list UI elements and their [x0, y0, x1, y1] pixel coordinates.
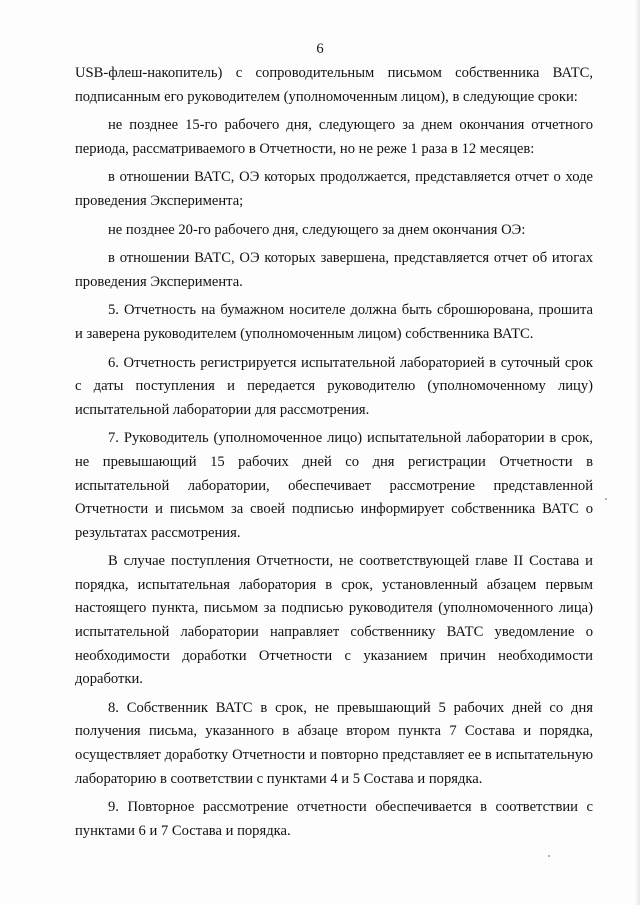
document-body — [75, 62, 593, 843]
paragraph-item-6: 6. Отчетность регистрируется испытательной лабораторией в суточный срок с даты поступления и передается руководителю (уполномоченному лицу) испытательной лаборатории для рассмотрения. — [75, 354, 593, 418]
paragraph-item-7: 7. Руководитель (уполномоченное лицо) испытательной лаборатории в срок, не превышающий 15 рабочих дней со дня регистрации Отчетности в испытательной лаборатории, обеспечивает рассмотрение представленной Отчетности и письмом за своей подписью информирует собственника ВАТС о результатах рассмотрения. — [75, 430, 593, 541]
scan-edge-shadow — [634, 0, 640, 905]
paragraph-deadline-15-days: не позднее 15-го рабочего дня, следующего за днем окончания отчетного периода, рассматриваемого в Отчетности, но не реже 1 раза в 12 месяцев: — [75, 117, 593, 157]
paragraph-item-8: 8. Собственник ВАТС в срок, не превышающий 5 рабочих дней со дня получения письма, указанного в абзаце втором пункта 7 Состава и порядка, осуществляет доработку Отчетности и повторно представляет ее в испытательную лабораторию в соответствии с пунктами 4 и 5 Состава и порядка. — [75, 699, 593, 787]
scan-speck — [548, 855, 550, 857]
paragraph-final-report: в отношении ВАТС, ОЭ которых завершена, представляется отчет об итогах проведения Эксперимента. — [75, 250, 593, 290]
paragraph-item-9: 9. Повторное рассмотрение отчетности обеспечивается в соответствии с пунктами 6 и 7 Состава и порядка. — [75, 799, 593, 839]
paragraph-item-5: 5. Отчетность на бумажном носителе должна быть сброшюрована, прошита и заверена руководителем (уполномоченным лицом) собственника ВАТС. — [75, 302, 593, 342]
paragraph-deadline-20-days: не позднее 20-го рабочего дня, следующего за днем окончания ОЭ: — [108, 221, 526, 238]
scan-speck — [605, 498, 607, 500]
paragraph-progress-report: в отношении ВАТС, ОЭ которых продолжается, представляется отчет о ходе проведения Эксперимента; — [75, 169, 593, 209]
paragraph-continuation: USB-флеш-накопитель) с сопроводительным письмом собственника ВАТС, подписанным его руководителем (уполномоченным лицом), в следующие сроки: — [75, 65, 593, 105]
paragraph-item-7-second: В случае поступления Отчетности, не соответствующей главе II Состава и порядка, испытательная лаборатория в срок, установленный абзацем первым настоящего пункта, письмом за подписью руководителя (уполномоченного лица) испытательной лаборатории направляет собственнику ВАТС уведомление о необходимости доработки Отчетности с указанием причин необходимости доработки. — [75, 553, 593, 688]
page-number: 6 — [316, 41, 324, 57]
